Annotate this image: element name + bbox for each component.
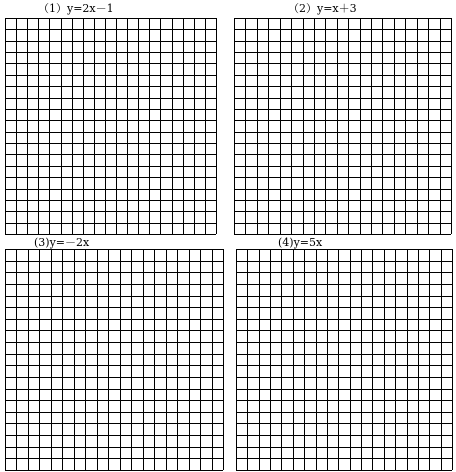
function-label-2: （2）y=x＋3	[288, 2, 357, 15]
coordinate-grid-3	[0, 236, 225, 472]
grid-panel-2	[228, 0, 456, 236]
function-label-4: (4)y=5x	[278, 236, 323, 249]
coordinate-grid-1	[0, 0, 218, 236]
grid-panel-4	[228, 236, 456, 472]
coordinate-grid-4	[228, 236, 454, 472]
function-label-3: (3)y=－2x	[34, 236, 90, 249]
grid-panel-3	[0, 236, 228, 472]
grid-panel-1	[0, 0, 228, 236]
function-label-1: （1）y=2x－1	[38, 2, 114, 15]
coordinate-grid-2	[228, 0, 453, 236]
